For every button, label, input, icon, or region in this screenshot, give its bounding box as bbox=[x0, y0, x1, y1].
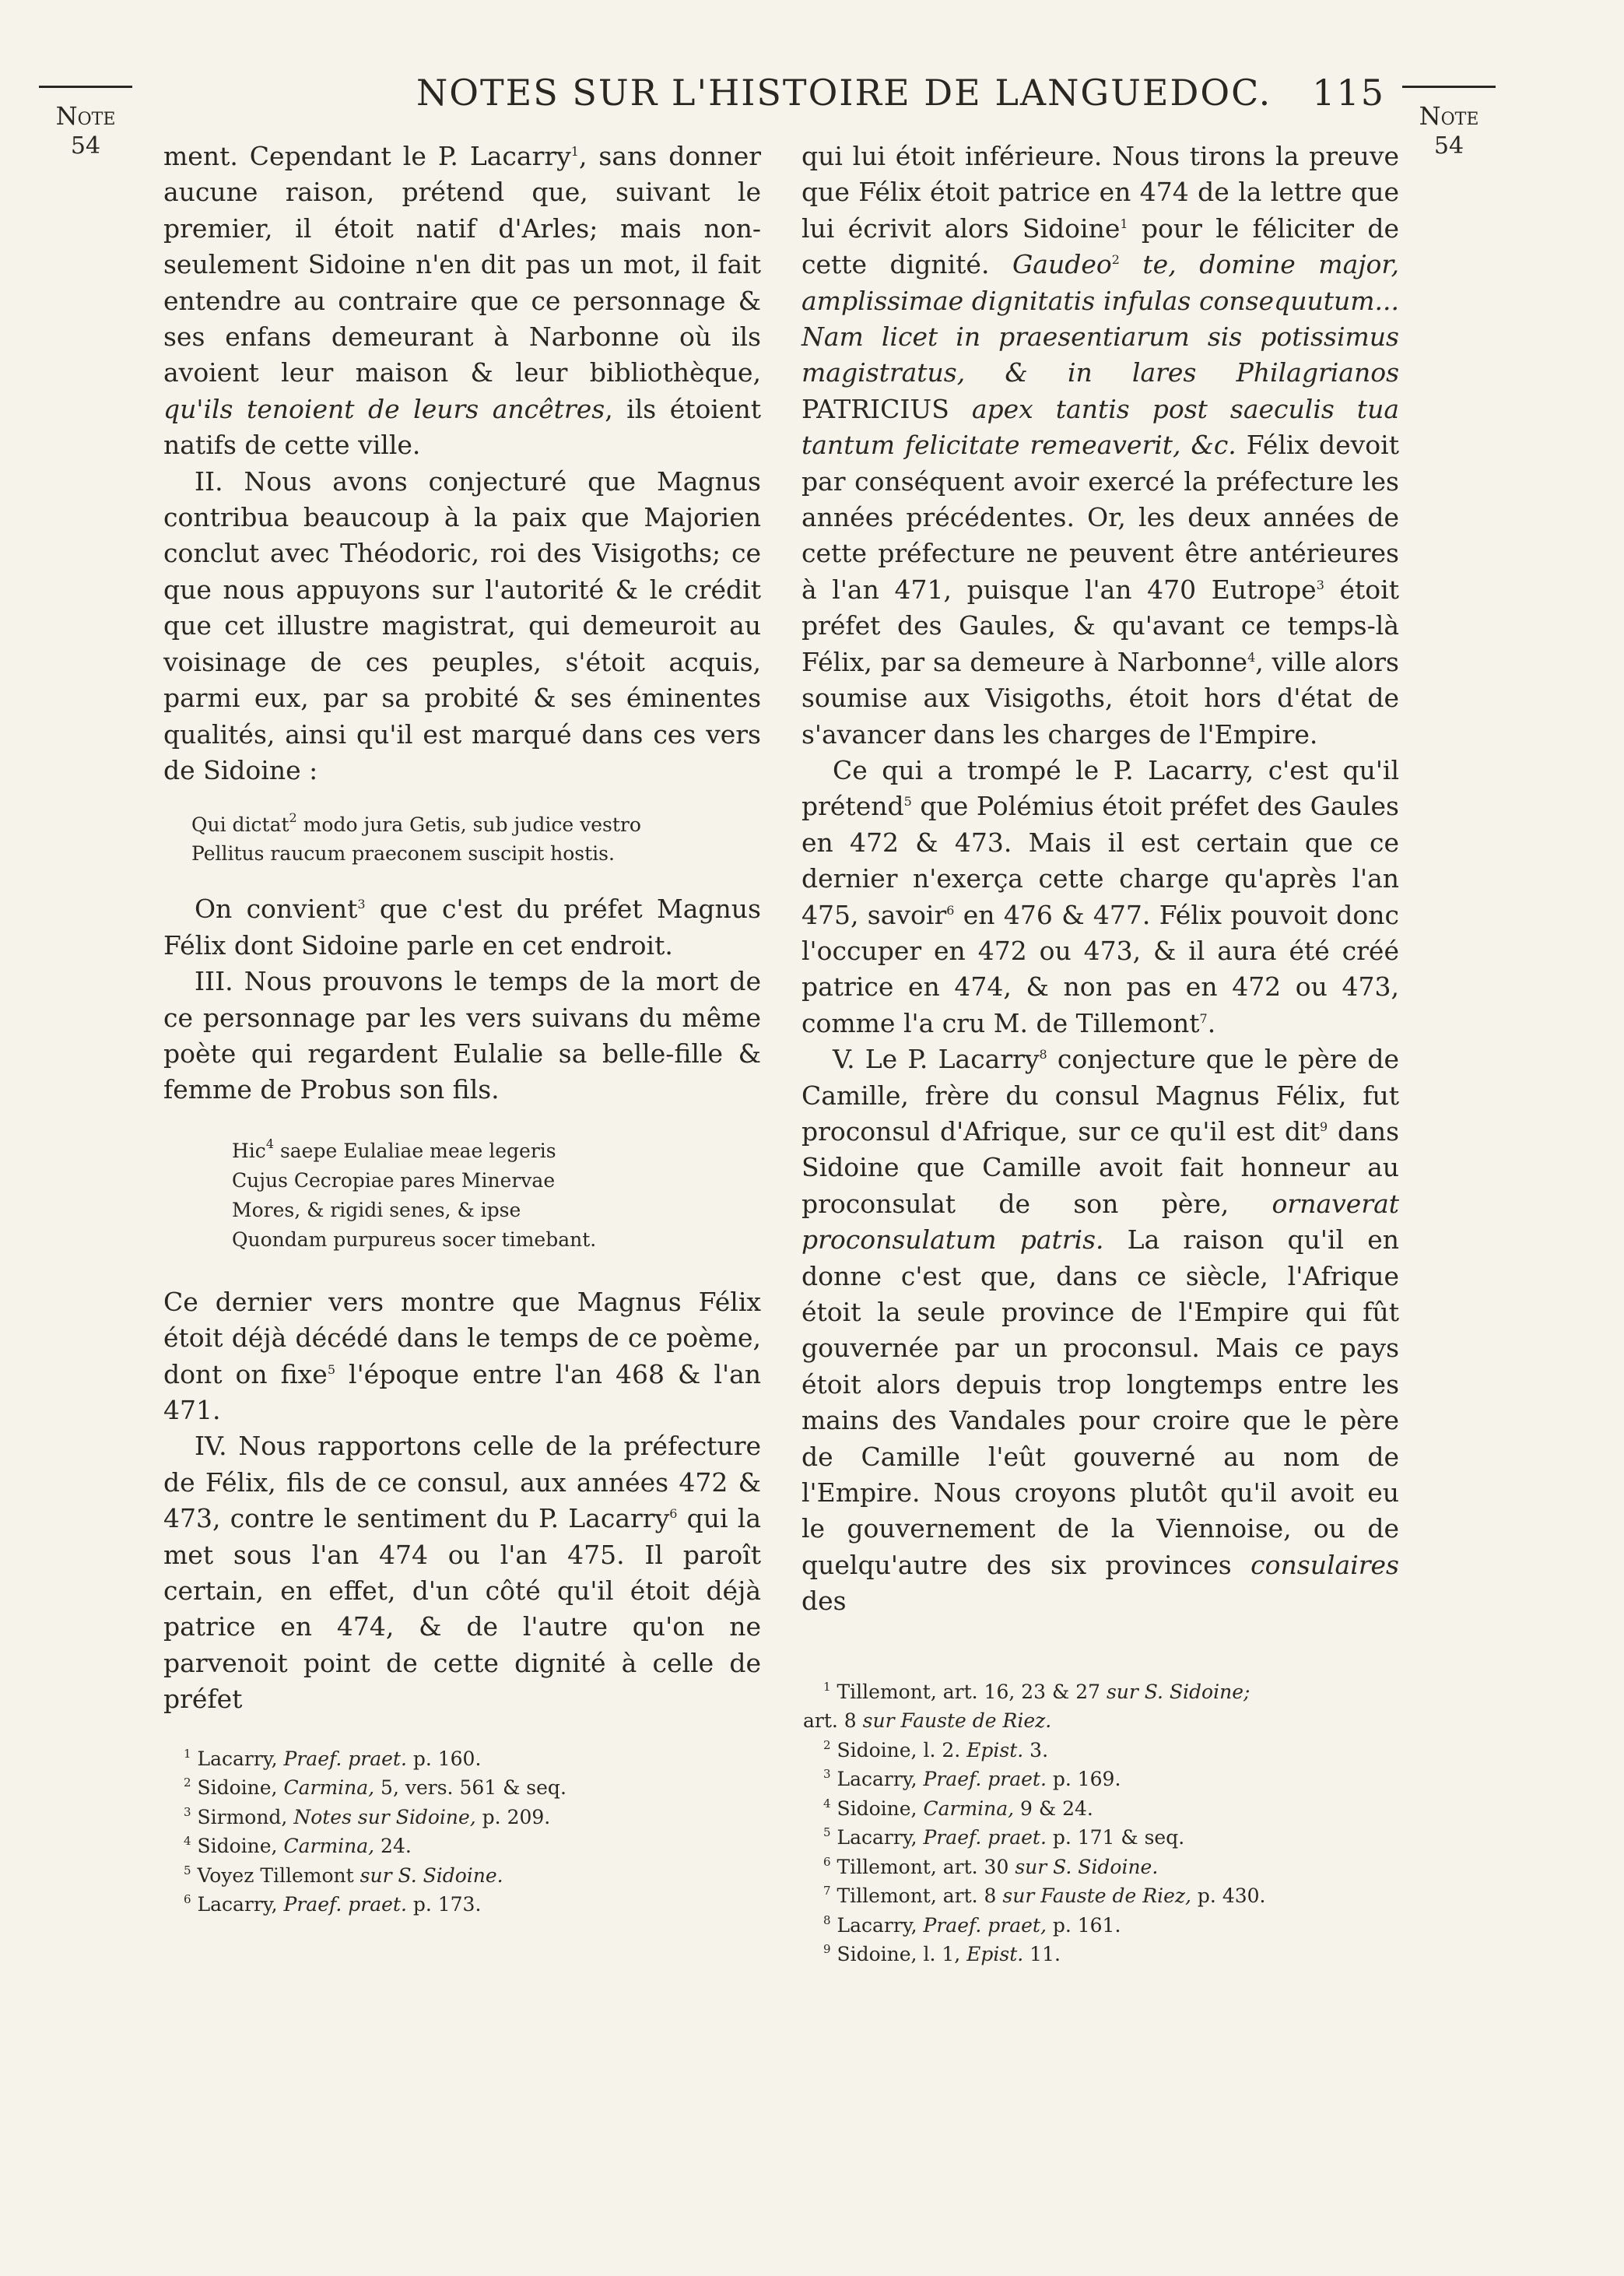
verse-line: Cujus Cecropiae pares Minervae bbox=[232, 1168, 556, 1192]
verse-line: Pellitus raucum praeconem suscipit hostis. bbox=[191, 842, 615, 866]
footnote: $^5$ Voyez Tillemont sur S. Sidoine. bbox=[184, 1863, 503, 1887]
footnote: $^2$ Sidoine, l. 2. Epist. 3. bbox=[823, 1737, 1049, 1761]
paragraph: On convient$^3$ que c'est du préfet Magnus Félix dont Sidoine parle en cet endroit. bbox=[163, 894, 761, 961]
footnote: $^4$ Sidoine, Carmina, 24. bbox=[184, 1834, 412, 1858]
paragraph: III. Nous prouvons le temps de la mort de ce personnage par les vers suivans du même poète qui regardent Eulalie sa belle-fille & femme de Probus son fils. bbox=[163, 966, 761, 1105]
paragraph: Ce qui a trompé le P. Lacarry, c'est qu'il prétend$^5$ que Polémius étoit préfet des Gaules en 472 & 473. Mais il est certain que ce dernier n'exerça cette charge qu'après l'an 475, savoir$^6$ en 476 & 477. Félix pouvoit donc l'occuper en 472 ou 473, & il aura été créé patrice en 474, & non pas en 472 ou 473, comme l'a cru M. de Tillemont$^7$. bbox=[801, 754, 1399, 1038]
verse-line: Quondam purpureus socer timebant. bbox=[232, 1228, 597, 1251]
paragraph: qui lui étoit inférieure. Nous tirons la preuve que Félix étoit patrice en 474 de la lettre que lui écrivit alors Sidoine$^1$ pour le féliciter de cette dignité. Gaudeo$^2$ te, domine major, amplissimae dignitatis infulas consequutum... Nam licet in praesentiarum sis potissimus magistratus, & in lares Philagrianos PATRICIUS apex tantis post saeculis tua tantum felicitate remeaverit, &c. Félix devoit par conséquent avoir exercé la préfecture les années précédentes. Or, les deux années de cette préfecture ne peuvent être antérieures à l'an 471, puisque l'an 470 Eutrope$^3$ étoit préfet des Gaules, & qu'avant ce temps-là Félix, par sa demeure à Narbonne$^4$, ville alors soumise aux Visigoths, étoit hors d'état de s'avancer dans les charges de l'Empire. bbox=[801, 141, 1400, 750]
note-number: 54 bbox=[70, 132, 101, 160]
footnote: $^1$ Lacarry, Praef. praet. p. 160. bbox=[184, 1746, 482, 1770]
footnote: $^3$ Lacarry, Praef. praet. p. 169. bbox=[823, 1767, 1121, 1791]
footnote: $^1$ Tillemont, art. 16, 23 & 27 sur S. Sidoine; bbox=[823, 1679, 1250, 1703]
verse-line: Hic$^4$ saepe Eulaliae meae legeris bbox=[232, 1136, 556, 1162]
footnote: $^7$ Tillemont, art. 8 sur Fauste de Riez, p. 430. bbox=[823, 1884, 1266, 1908]
footnote: $^8$ Lacarry, Praef. praet, p. 161. bbox=[823, 1912, 1121, 1937]
footnote: $^2$ Sidoine, Carmina, 5, vers. 561 & seq. bbox=[184, 1775, 566, 1800]
paragraph: V. Le P. Lacarry$^8$ conjecture que le père de Camille, frère du consul Magnus Félix, fut proconsul d'Afrique, sur ce qu'il est dit$^9$ dans Sidoine que Camille avoit fait honneur au proconsulat de son père, ornaverat proconsulatum patris. La raison qu'il en donne c'est que, dans ce siècle, l'Afrique étoit la seule province de l'Empire qui fût gouvernée par un proconsul. Mais ce pays étoit alors depuis trop longtemps entre les mains des Vandales pour croire que le père de Camille l'eût gouverné au nom de l'Empire. Nous croyons plutôt qu'il avoit eu le gouvernement de la Viennoise, ou de quelqu'autre des six provinces consulaires des bbox=[801, 1044, 1400, 1617]
note-number: 54 bbox=[1433, 132, 1464, 160]
verse-line: Mores, & rigidi senes, & ipse bbox=[232, 1198, 521, 1221]
footnotes bbox=[184, 1744, 761, 1919]
margin-note-left bbox=[39, 86, 132, 161]
verse-line: Qui dictat$^2$ modo jura Getis, sub judice vestro bbox=[191, 810, 641, 837]
margin-rule bbox=[1402, 86, 1496, 88]
verse-quote bbox=[191, 810, 761, 868]
note-label: Note bbox=[55, 101, 116, 131]
note-label: Note bbox=[1419, 101, 1479, 131]
footnote: $^9$ Sidoine, l. 1, Epist. 11. bbox=[823, 1942, 1061, 1966]
footnote: $^6$ Tillemont, art. 30 sur S. Sidoine. bbox=[823, 1854, 1159, 1878]
footnote: $^5$ Lacarry, Praef. praet. p. 171 & seq. bbox=[823, 1825, 1185, 1849]
verse-quote bbox=[232, 1136, 761, 1255]
margin-note-right bbox=[1402, 86, 1496, 161]
margin-rule bbox=[39, 86, 132, 88]
footnotes bbox=[803, 1677, 1399, 1969]
paragraph: Ce dernier vers montre que Magnus Félix étoit déjà décédé dans le temps de ce poème, dont on fixe$^5$ l'époque entre l'an 468 & l'an 471. bbox=[163, 1286, 762, 1425]
running-header bbox=[148, 72, 1471, 118]
paragraph: II. Nous avons conjecturé que Magnus contribua beaucoup à la paix que Majorien conclut avec Théodoric, roi des Visigoths; ce que nous appuyons sur l'autorité & le crédit que cet illustre magistrat, qui demeuroit au voisinage de ces peuples, s'étoit acquis, parmi eux, par sa probité & ses éminentes qualités, ainsi qu'il est marqué dans ces vers de Sidoine : bbox=[163, 465, 761, 785]
footnote: $^4$ Sidoine, Carmina, 9 & 24. bbox=[823, 1796, 1093, 1820]
page-number: 115 bbox=[1312, 72, 1385, 114]
paragraph: IV. Nous rapportons celle de la préfecture de Félix, fils de ce consul, aux années 472 & 473, contre le sentiment du P. Lacarry$^6$ qui la met sous l'an 474 ou l'an 475. Il paroît certain, en effet, d'un côté qu'il étoit déjà patrice en 474, & de l'autre qu'on ne parvenoit point de cette dignité à celle de préfet bbox=[163, 1431, 761, 1715]
paragraph: ment. Cependant le P. Lacarry$^1$, sans donner aucune raison, prétend que, suivant le premier, il étoit natif d'Arles; mais non-seulement Sidoine n'en dit pas un mot, il fait entendre au contraire que ce personnage & ses enfans demeurant à Narbonne où ils avoient leur maison & leur bibliothèque, qu'ils tenoient de leurs ancêtres, ils étoient natifs de cette ville. bbox=[163, 141, 761, 461]
left-column bbox=[163, 139, 761, 1919]
footnote: art. 8 sur Fauste de Riez. bbox=[803, 1709, 1052, 1733]
footnote: $^6$ Lacarry, Praef. praet. p. 173. bbox=[184, 1892, 482, 1916]
right-column bbox=[801, 139, 1399, 1969]
page-title: NOTES SUR L'HISTOIRE DE LANGUEDOC. bbox=[416, 72, 1272, 114]
footnote: $^3$ Sirmond, Notes sur Sidoine, p. 209. bbox=[184, 1804, 551, 1828]
